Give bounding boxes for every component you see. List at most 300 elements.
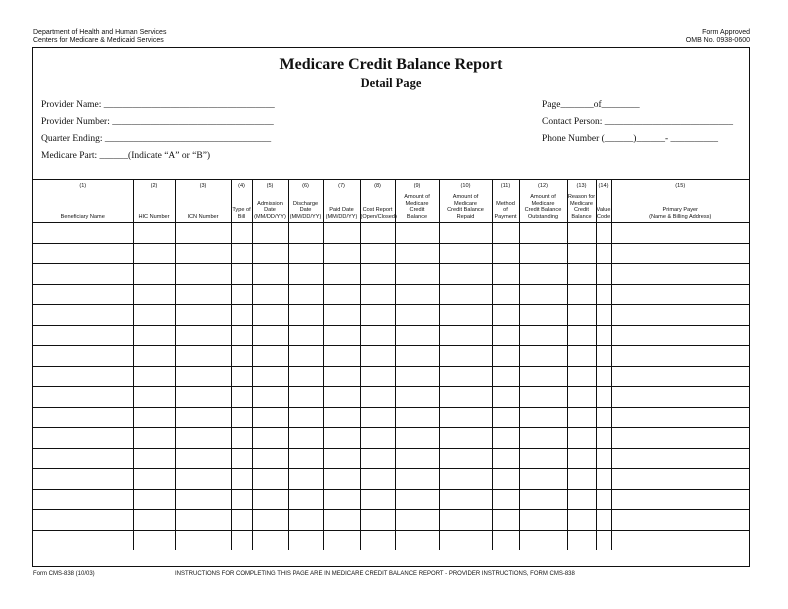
entry-cell[interactable] [133,428,175,449]
entry-cell[interactable] [175,510,231,531]
entry-cell[interactable] [175,387,231,408]
entry-cell[interactable] [611,428,749,449]
table-row [33,366,749,387]
entry-cell[interactable] [252,243,288,264]
entry-cell[interactable] [395,510,439,531]
entry-cell[interactable] [175,346,231,367]
table-row [33,387,749,408]
entry-cell[interactable] [288,223,323,244]
entry-cell[interactable] [395,284,439,305]
entry-cell[interactable] [519,387,567,408]
column-label: Amount of Medicare Credit Balance Outstanding [524,194,562,220]
entry-cell[interactable] [492,325,519,346]
entry-cell[interactable] [519,407,567,428]
entry-cell[interactable] [133,530,175,550]
entry-cell[interactable] [252,346,288,367]
column-header-10 [439,180,492,223]
entry-cell[interactable] [288,469,323,490]
entry-cell[interactable] [596,243,611,264]
entry-cell[interactable] [288,305,323,326]
entry-cell[interactable] [492,407,519,428]
column-number: (14) [598,183,609,189]
entry-cell[interactable] [492,489,519,510]
contact-person-field[interactable]: Contact Person: ___________________________ [542,117,734,127]
entry-cell[interactable] [175,489,231,510]
entry-cell[interactable] [611,469,749,490]
entry-cell[interactable] [175,264,231,285]
column-header-15 [611,180,749,223]
entry-cell[interactable] [611,489,749,510]
entry-cell[interactable] [231,264,252,285]
entry-cell[interactable] [323,448,360,469]
entry-cell[interactable] [519,366,567,387]
column-header-9 [395,180,439,223]
entry-cell[interactable] [323,284,360,305]
entry-cell[interactable] [519,489,567,510]
entry-cell[interactable] [519,510,567,531]
entry-cell[interactable] [288,243,323,264]
entry-cell[interactable] [567,407,596,428]
entry-cell[interactable] [252,366,288,387]
entry-cell[interactable] [33,510,133,531]
entry-cell[interactable] [323,530,360,550]
entry-cell[interactable] [596,284,611,305]
table-row [33,469,749,490]
entry-cell[interactable] [611,325,749,346]
entry-cell[interactable] [567,346,596,367]
entry-cell[interactable] [231,489,252,510]
entry-cell[interactable] [492,284,519,305]
entry-cell[interactable] [252,407,288,428]
entry-cell[interactable] [252,510,288,531]
table-row [33,530,749,550]
entry-cell[interactable] [33,448,133,469]
entry-cell[interactable] [175,243,231,264]
entry-cell[interactable] [611,243,749,264]
entry-cell[interactable] [395,305,439,326]
entry-cell[interactable] [231,366,252,387]
entry-cell[interactable] [231,325,252,346]
table-row [33,284,749,305]
entry-cell[interactable] [596,366,611,387]
entry-cell[interactable] [519,243,567,264]
entry-cell[interactable] [596,387,611,408]
page-of-field[interactable]: Page_______of________ [542,100,640,110]
entry-cell[interactable] [33,469,133,490]
column-label: Value Code [596,207,611,220]
entry-cell[interactable] [360,530,395,550]
entry-cell[interactable] [323,407,360,428]
phone-number-field[interactable]: Phone Number (______)______- __________ [542,134,718,144]
entry-cell[interactable] [323,305,360,326]
entry-cell[interactable] [395,264,439,285]
entry-cell[interactable] [439,407,492,428]
column-header-14 [596,180,611,223]
entry-cell[interactable] [439,264,492,285]
table-row [33,407,749,428]
entry-cell[interactable] [360,223,395,244]
entry-cell[interactable] [133,284,175,305]
column-number: (5) [266,183,274,189]
entry-cell[interactable] [596,510,611,531]
entry-cell[interactable] [323,243,360,264]
entry-cell[interactable] [395,469,439,490]
entry-cell[interactable] [439,223,492,244]
entry-cell[interactable] [33,530,133,550]
entry-cell[interactable] [288,489,323,510]
entry-cell[interactable] [133,366,175,387]
entry-cell[interactable] [492,448,519,469]
entry-cell[interactable] [360,387,395,408]
column-header-3 [175,180,231,223]
entry-cell[interactable] [231,510,252,531]
entry-cell[interactable] [323,325,360,346]
entry-cell[interactable] [231,305,252,326]
provider-name-field[interactable]: Provider Name: ____________________________________ [41,100,275,110]
entry-cell[interactable] [439,448,492,469]
entry-cell[interactable] [492,346,519,367]
entry-cell[interactable] [175,469,231,490]
entry-cell[interactable] [395,489,439,510]
entry-cell[interactable] [567,448,596,469]
entry-cell[interactable] [611,448,749,469]
column-number: (15) [675,183,686,189]
entry-cell[interactable] [360,407,395,428]
entry-cell[interactable] [439,530,492,550]
entry-cell[interactable] [519,346,567,367]
entry-cell[interactable] [133,510,175,531]
entry-cell[interactable] [360,284,395,305]
entry-cell[interactable] [33,407,133,428]
entry-cell[interactable] [288,387,323,408]
entry-cell[interactable] [360,366,395,387]
column-header-11 [492,180,519,223]
entry-cell[interactable] [231,407,252,428]
entry-cell[interactable] [252,223,288,244]
entry-cell[interactable] [175,223,231,244]
entry-cell[interactable] [519,223,567,244]
entry-cell[interactable] [611,346,749,367]
entry-cell[interactable] [611,284,749,305]
entry-cell[interactable] [360,428,395,449]
entry-cell[interactable] [439,510,492,531]
entry-cell[interactable] [323,346,360,367]
entry-cell[interactable] [567,489,596,510]
entry-cell[interactable] [492,530,519,550]
column-header-13 [567,180,596,223]
table-row [33,325,749,346]
entry-cell[interactable] [33,428,133,449]
entry-cell[interactable] [231,284,252,305]
approval-line-1: Form Approved [702,29,750,36]
column-header-12 [519,180,567,223]
entry-cell[interactable] [439,284,492,305]
entry-cell[interactable] [596,325,611,346]
entry-cell[interactable] [33,284,133,305]
omb-approval [686,29,750,45]
entry-cell[interactable] [492,223,519,244]
entry-cell[interactable] [133,448,175,469]
entry-cell[interactable] [288,428,323,449]
entry-cell[interactable] [596,407,611,428]
table-row [33,489,749,510]
entry-cell[interactable] [611,366,749,387]
entry-cell[interactable] [567,325,596,346]
entry-cell[interactable] [567,428,596,449]
entry-cell[interactable] [231,243,252,264]
table-row [33,448,749,469]
entry-cell[interactable] [133,407,175,428]
entry-cell[interactable] [288,530,323,550]
entry-cell[interactable] [360,489,395,510]
entry-cell[interactable] [231,530,252,550]
entry-cell[interactable] [596,305,611,326]
entry-cell[interactable] [252,530,288,550]
entry-cell[interactable] [439,346,492,367]
entry-cell[interactable] [175,366,231,387]
entry-cell[interactable] [492,510,519,531]
entry-cell[interactable] [596,223,611,244]
entry-cell[interactable] [252,489,288,510]
column-number: (8) [374,183,381,189]
entry-cell[interactable] [175,305,231,326]
entry-cell[interactable] [439,428,492,449]
table-row [33,305,749,326]
entry-cell[interactable] [323,366,360,387]
entry-cell[interactable] [288,284,323,305]
entry-cell[interactable] [133,264,175,285]
entry-cell[interactable] [611,387,749,408]
entry-cell[interactable] [33,305,133,326]
entry-cell[interactable] [519,325,567,346]
entry-cell[interactable] [133,489,175,510]
column-label: Reason for Medicare Credit Balance [567,194,596,220]
entry-cell[interactable] [439,387,492,408]
entry-cell[interactable] [439,489,492,510]
entry-cell[interactable] [519,284,567,305]
entry-cell[interactable] [567,469,596,490]
entry-cell[interactable] [175,530,231,550]
column-label: Amount of Medicare Credit Balance Repaid [447,194,484,220]
form-subtitle: Detail Page [360,76,422,90]
agency-line-1: Department of Health and Human Services [33,29,167,36]
entry-cell[interactable] [611,305,749,326]
quarter-ending-field[interactable]: Quarter Ending: ___________________________________ [41,134,272,144]
entry-cell[interactable] [33,223,133,244]
column-number: (1) [79,183,87,189]
column-number: (6) [302,183,309,189]
entry-cell[interactable] [596,428,611,449]
entry-cell[interactable] [360,346,395,367]
column-label: Beneficiary Name [60,213,105,220]
entry-cell[interactable] [395,530,439,550]
entry-cell[interactable] [492,469,519,490]
entry-cell[interactable] [439,469,492,490]
entry-cell[interactable] [611,530,749,550]
entry-cell[interactable] [567,366,596,387]
entry-cell[interactable] [288,366,323,387]
entry-cell[interactable] [231,387,252,408]
entry-cell[interactable] [492,387,519,408]
column-label: Method of Payment [494,200,517,220]
entry-cell[interactable] [175,284,231,305]
entry-cell[interactable] [596,264,611,285]
entry-cell[interactable] [175,325,231,346]
entry-cell[interactable] [288,264,323,285]
column-label: Discharge Date (MM/DD/YY) [289,200,322,220]
entry-cell[interactable] [360,510,395,531]
entry-cell[interactable] [360,305,395,326]
entry-cell[interactable] [288,346,323,367]
entry-cell[interactable] [596,469,611,490]
entry-cell[interactable] [519,530,567,550]
column-number: (3) [199,183,207,189]
entry-cell[interactable] [252,325,288,346]
entry-cell[interactable] [611,264,749,285]
entry-cell[interactable] [596,530,611,550]
entry-cell[interactable] [360,448,395,469]
column-number: (9) [413,183,421,189]
column-header-2 [133,180,175,223]
entry-cell[interactable] [395,325,439,346]
entry-cell[interactable] [596,448,611,469]
detail-table [33,179,749,550]
entry-cell[interactable] [395,428,439,449]
entry-cell[interactable] [395,366,439,387]
entry-cell[interactable] [360,243,395,264]
table-row [33,346,749,367]
entry-cell[interactable] [33,264,133,285]
entry-cell[interactable] [323,387,360,408]
entry-cell[interactable] [439,325,492,346]
entry-cell[interactable] [519,428,567,449]
entry-cell[interactable] [492,305,519,326]
entry-cell[interactable] [323,510,360,531]
entry-cell[interactable] [611,510,749,531]
entry-cell[interactable] [567,264,596,285]
table-row [33,223,749,244]
entry-cell[interactable] [288,325,323,346]
form-frame [32,47,750,567]
column-header-5 [252,180,288,223]
entry-cell[interactable] [567,284,596,305]
column-number: (12) [538,183,548,189]
medicare-part-field[interactable]: Medicare Part: ______(Indicate “A” or “B”) [41,151,211,161]
entry-cell[interactable] [133,243,175,264]
entry-cell[interactable] [395,223,439,244]
entry-cell[interactable] [231,223,252,244]
entry-cell[interactable] [439,305,492,326]
entry-cell[interactable] [519,469,567,490]
entry-cell[interactable] [133,223,175,244]
entry-cell[interactable] [231,469,252,490]
entry-cell[interactable] [252,448,288,469]
instructions-note: INSTRUCTIONS FOR COMPLETING THIS PAGE ARE IN MEDICARE CREDIT BALANCE REPORT - PROVIDER INSTRUCTIONS, FORM CMS-838 [175,571,575,577]
column-label: Primary Payer (Name & Billing Address) [649,207,712,220]
entry-cell[interactable] [231,346,252,367]
entry-cell[interactable] [567,243,596,264]
entry-cell[interactable] [252,387,288,408]
entry-cell[interactable] [492,366,519,387]
entry-cell[interactable] [133,346,175,367]
entry-cell[interactable] [439,366,492,387]
entry-cell[interactable] [252,469,288,490]
entry-cell[interactable] [133,325,175,346]
column-header-8 [360,180,395,223]
entry-cell[interactable] [360,264,395,285]
entry-cell[interactable] [492,243,519,264]
entry-cell[interactable] [33,366,133,387]
column-label: Paid Date (MM/DD/YY) [325,207,358,220]
entry-cell[interactable] [395,407,439,428]
entry-cell[interactable] [288,448,323,469]
entry-cell[interactable] [288,407,323,428]
provider-number-field[interactable]: Provider Number: __________________________________ [41,117,274,127]
entry-cell[interactable] [133,387,175,408]
entry-cell[interactable] [33,346,133,367]
column-label: ICN Number [187,213,219,220]
entry-cell[interactable] [252,428,288,449]
entry-cell[interactable] [175,448,231,469]
entry-cell[interactable] [175,407,231,428]
entry-cell[interactable] [611,223,749,244]
entry-cell[interactable] [519,305,567,326]
entry-cell[interactable] [33,387,133,408]
entry-cell[interactable] [567,530,596,550]
entry-cell[interactable] [252,284,288,305]
entry-cell[interactable] [439,243,492,264]
agency-header [33,29,166,45]
column-label: Admission Date (MM/DD/YY) [254,200,286,220]
entry-cell[interactable] [492,264,519,285]
entry-cell[interactable] [395,346,439,367]
entry-cell[interactable] [323,223,360,244]
entry-cell[interactable] [395,243,439,264]
entry-cell[interactable] [323,264,360,285]
entry-cell[interactable] [519,264,567,285]
entry-cell[interactable] [395,387,439,408]
entry-cell[interactable] [567,387,596,408]
entry-cell[interactable] [33,325,133,346]
entry-cell[interactable] [395,448,439,469]
entry-cell[interactable] [33,489,133,510]
entry-cell[interactable] [323,489,360,510]
entry-cell[interactable] [596,346,611,367]
entry-cell[interactable] [519,448,567,469]
form-title: Medicare Credit Balance Report [279,56,503,73]
entry-cell[interactable] [596,489,611,510]
entry-cell[interactable] [323,469,360,490]
entry-cell[interactable] [323,428,360,449]
entry-cell[interactable] [133,305,175,326]
entry-cell[interactable] [252,305,288,326]
entry-cell[interactable] [567,223,596,244]
entry-cell[interactable] [252,264,288,285]
entry-cell[interactable] [492,428,519,449]
entry-cell[interactable] [360,469,395,490]
entry-cell[interactable] [567,305,596,326]
entry-cell[interactable] [175,428,231,449]
entry-cell[interactable] [133,469,175,490]
entry-cell[interactable] [288,510,323,531]
table-row [33,510,749,531]
entry-cell[interactable] [33,243,133,264]
entry-cell[interactable] [611,407,749,428]
entry-cell[interactable] [360,325,395,346]
entry-cell[interactable] [231,448,252,469]
entry-cell[interactable] [231,428,252,449]
entry-cell[interactable] [567,510,596,531]
